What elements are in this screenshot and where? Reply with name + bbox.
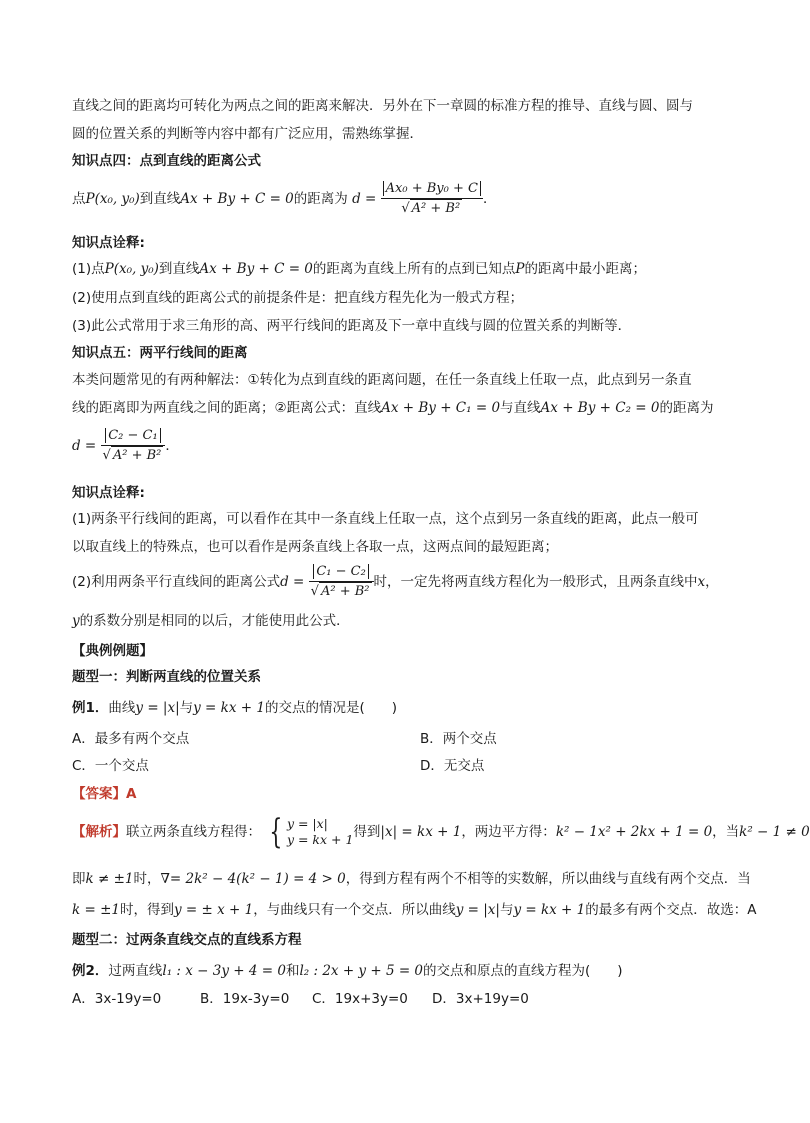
question-line [72,961,732,981]
math-expression: y = |x| [455,902,500,918]
fraction: $\frac{\text{C₁ − C₂}}{\text{√ A² + B²}}$ [309,563,374,601]
text: 时，得到 [119,902,174,918]
text: 的距离为直线上所有的点到已知点 [312,261,516,277]
math-expression: P(x₀, y₀) [85,191,140,207]
math-expression: d = [72,438,97,454]
math-expression: d = [352,191,377,207]
fraction-denominator: A² + B² [411,201,461,216]
fraction-numerator: Ax₀ + By₀ + C [383,181,481,196]
text: 与直线 [500,400,541,416]
text: ，得到方程有两个不相等的实数解，所以曲线与直线有两个交点．当 [345,871,751,887]
options-row [72,729,732,749]
math-expression: x [697,574,706,590]
text: ，当 [712,824,740,840]
math-expression: y = |x| [135,700,180,716]
question-label: 例2． [72,963,109,979]
math-expression: Ax + By + C₁ = 0 [381,400,501,416]
text-line: 圆的位置关系的判断等内容中都有广泛应用，需熟练掌握． [72,126,423,142]
fraction: $\frac{\text{Ax₀ + By₀ + C}}{\text{√ A² + B²}}$ [381,180,483,218]
option-c: C．一个交点 [72,758,149,774]
analysis-line [72,812,810,852]
option-d: D．无交点 [420,758,485,774]
text: (1)点 [72,261,105,277]
text: 的距离为 [659,400,714,416]
text: 点 [72,191,86,207]
math-expression: l₁ : x − 3y + 4 = 0 [162,963,286,979]
text: 线的距离即为两直线之间的距离；②距离公式：直线 [72,400,382,416]
math-expression: P [515,261,525,277]
fraction-denominator: A² + B² [112,448,162,463]
section-heading: 【典例例题】 [72,643,153,659]
math-expression: |x| = kx + 1 [380,824,462,840]
math-expression: k² − 1x² + 2kx + 1 = 0 [555,824,713,840]
text: ，两边平方得： [461,824,556,840]
text: 时，一定先将两直线方程化为一般形式，且两条直线中 [373,574,698,590]
text: ． [165,438,179,454]
math-expression: y = kx + 1 [193,700,265,716]
math-expression: l₂ : 2x + y + 5 = 0 [299,963,424,979]
text: ． [482,191,497,207]
text: ， [705,574,719,590]
section-heading: 知识点四：点到直线的距离公式 [72,153,261,169]
fraction: $\frac{\text{C₂ − C₁}}{\text{√ A² + B²}}$ [101,427,166,465]
text: 的最多有两个交点．故选：A [585,902,757,918]
text: 的交点的情况是( ) [264,700,397,716]
question-label: 例1． [72,700,109,716]
text-line: (1)两条平行线间的距离，可以看作在其中一条直线上任取一点，这个点到另一条直线的距离，此点一般可 [72,511,699,527]
math-expression: Ax + By + C₂ = 0 [540,400,660,416]
text-line [72,259,732,279]
math-expression: y = kx + 1 [513,902,586,918]
formula-line [72,180,732,218]
option-a: A．3x-19y=0 [72,991,162,1007]
fraction-numerator: C₁ − C₂ [313,564,368,579]
text: (2)利用两条平行直线间的距离公式 [72,574,281,590]
section-heading: 题型二：过两条直线交点的直线系方程 [72,932,302,948]
math-expression: ∇= 2k² − 4(k² − 1) = 4 > 0 [160,871,346,887]
option-b: B．19x-3y=0 [200,991,290,1007]
text: 过两直线 [108,963,163,979]
question-line [72,698,732,718]
text: 的距离为 [293,191,348,207]
option-a: A．最多有两个交点 [72,731,190,747]
analysis-line [72,900,757,920]
text-line: (3)此公式常用于求三角形的高、两平行线间的距离及下一章中直线与圆的位置关系的判断等． [72,318,632,334]
options-row [72,756,732,776]
text-line: 本类问题常见的有两种解法：①转化为点到直线的距离问题，在任一条直线上任取一点，此点到另一条直 [72,372,692,388]
text: 到直线 [139,191,181,207]
section-heading: 知识点五：两平行线间的距离 [72,345,248,361]
section-heading: 知识点诠释: [72,485,145,501]
answer-label: 【答案】A [72,786,137,802]
math-expression: k ≠ ±1 [85,871,134,887]
math-expression: Ax + By + C = 0 [180,191,294,207]
section-heading: 题型一：判断两直线的位置关系 [72,669,261,685]
text: 与 [179,700,194,716]
math-expression: y = ± x + 1 [173,902,254,918]
text: 时， [133,871,161,887]
option-b: B．两个交点 [420,731,497,747]
text: 联立两条直线方程得： [126,824,261,840]
text: 得到 [353,824,381,840]
text-line [72,398,732,418]
analysis-label: 【解析】 [72,824,126,840]
system-row: y = kx + 1 [286,832,354,847]
text: ，与曲线只有一个交点．所以曲线 [253,902,456,918]
text-line: 以取直线上的特殊点，也可以看作是两条直线上各取一点，这两点间的最短距离； [72,539,558,555]
equation-system: { y = |x| y = kx + 1 [269,812,354,852]
text: 曲线 [108,700,136,716]
math-expression: y [72,613,80,629]
math-expression: Ax + By + C = 0 [199,261,313,277]
formula-line [72,563,732,601]
text: 和 [285,963,300,979]
text: 的距离中最小距离； [524,261,646,277]
math-expression: P(x₀, y₀) [104,261,159,277]
fraction-denominator: A² + B² [320,584,370,599]
fraction-numerator: C₂ − C₁ [105,428,160,443]
formula-line [72,426,732,466]
text: 到直线 [158,261,200,277]
text: 与 [499,902,514,918]
math-expression: d = [280,574,305,590]
text-line: (2)使用点到直线的距离公式的前提条件是：把直线方程先化为一般式方程； [72,290,524,306]
math-expression: k² − 1 ≠ 0 [739,824,810,840]
text: 的交点和原点的直线方程为( ) [423,963,623,979]
option-d: D．3x+19y=0 [432,991,529,1007]
text: 的系数分别是相同的以后，才能使用此公式． [79,613,350,629]
section-heading: 知识点诠释: [72,235,145,251]
analysis-line [72,869,751,889]
text-line: 直线之间的距离均可转化为两点之间的距离来解决．另外在下一章圆的标准方程的推导、直线与圆、圆与 [72,98,693,114]
option-c: C．19x+3y=0 [312,991,408,1007]
text-line [72,611,732,631]
text: 即 [72,871,86,887]
math-expression: k = ±1 [72,902,120,918]
system-row: y = |x| [286,816,328,831]
